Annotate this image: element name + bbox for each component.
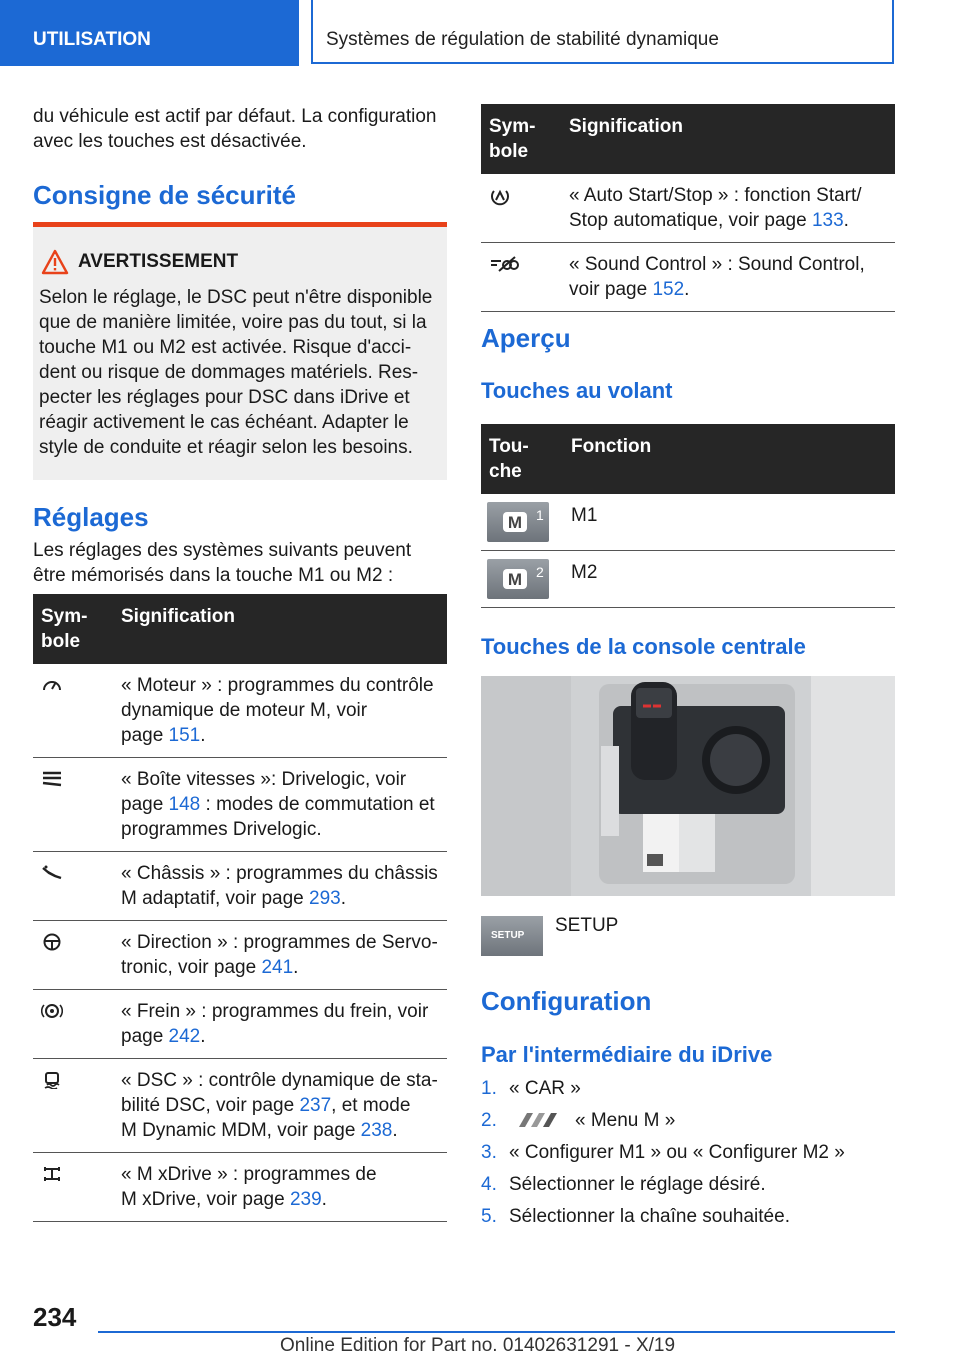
meaning-cell (113, 1153, 447, 1222)
meaning-cell (113, 852, 447, 921)
meaning-col-header: Signification (561, 104, 895, 174)
safety-heading: Consigne de sécurité (33, 180, 296, 210)
meaning-line: « Moteur » : programmes du contrôle (121, 675, 434, 696)
steering-wheel-icon (41, 933, 63, 951)
meaning-cell (561, 243, 895, 312)
meaning-line: « M xDrive » : programmes de (121, 1164, 377, 1185)
key-badge: 1 (536, 507, 544, 523)
symbol-cell (33, 1153, 113, 1222)
meaning-line: « Auto Start/Stop » : fonction Start/ (569, 185, 862, 206)
meaning-line (121, 792, 441, 817)
function-cell: M2 (563, 551, 895, 608)
meaning-text: page (121, 725, 169, 746)
m2-button-image (487, 559, 549, 599)
meaning-text: . (200, 725, 206, 746)
page-link[interactable]: 293 (309, 888, 341, 909)
wheel-keys-table (481, 424, 895, 608)
meaning-line (121, 1187, 441, 1212)
table-row (33, 1153, 447, 1222)
meaning-text: voir page (569, 279, 653, 300)
m1-key-icon (487, 502, 549, 542)
meaning-text: : modes de commutation et (200, 794, 435, 815)
center-console-illustration (481, 676, 895, 896)
symbol-cell (33, 852, 113, 921)
meaning-text: . (293, 957, 299, 978)
meaning-text: . (392, 1120, 398, 1141)
meaning-text: page (121, 794, 169, 815)
page-link[interactable]: 152 (652, 279, 685, 300)
header-text: Sym- (489, 116, 536, 137)
page-link[interactable]: 239 (289, 1189, 322, 1210)
table-row (481, 551, 895, 608)
chassis-icon (41, 864, 63, 882)
setup-label: SETUP (555, 915, 619, 936)
meaning-line: « Châssis » : programmes du châssis (121, 863, 438, 884)
warning-line: touche M1 ou M2 est activée. Risque d'acci- (39, 337, 412, 358)
meaning-line: « Sound Control » : Sound Control, (569, 254, 865, 275)
meaning-line (121, 1093, 441, 1118)
setup-button-text: SETUP (491, 930, 525, 941)
list-item (481, 1206, 845, 1238)
meaning-cell (113, 990, 447, 1059)
meaning-col-header: Signification (113, 594, 447, 664)
page-link[interactable]: 237 (299, 1095, 332, 1116)
step-text: Sélectionner la chaîne souhaitée. (509, 1206, 790, 1227)
idrive-heading: Par l'intermédiaire du iDrive (481, 1042, 773, 1067)
console-keys-heading: Touches de la console centrale (481, 634, 806, 659)
gearbox-icon (41, 770, 63, 788)
engine-icon (41, 676, 63, 694)
function-col-header: Fonction (563, 424, 895, 494)
meaning-line (121, 886, 441, 911)
warning-title: AVERTISSEMENT (78, 251, 239, 272)
meaning-text: . (843, 210, 849, 231)
header-section: UTILISATION (33, 29, 151, 50)
key-cell (481, 494, 563, 551)
step-text: « Menu M » (575, 1110, 676, 1131)
header-title: Systèmes de régulation de stabilité dynamique (326, 29, 719, 50)
warning-line: Selon le réglage, le DSC peut n'être disponible (39, 287, 433, 308)
key-cell (481, 551, 563, 608)
overview-heading: Aperçu (481, 323, 571, 353)
header-text: Tou- (489, 436, 529, 457)
meaning-line (121, 723, 441, 748)
center-console-photo (481, 676, 895, 896)
meaning-text: M xDrive, voir page (121, 1189, 290, 1210)
step-number: 1. (481, 1078, 497, 1099)
settings-line: Les réglages des systèmes suivants peuvent (33, 540, 412, 561)
meaning-text: M adaptatif, voir page (121, 888, 309, 909)
header-text: Sym- (41, 606, 88, 627)
meaning-line (121, 1024, 441, 1049)
warning-line: style de conduite et réagir selon les besoins. (39, 437, 413, 458)
meaning-line: « Boîte vitesses »: Drivelogic, voir (121, 769, 407, 790)
m1-button-image (487, 502, 549, 542)
meaning-line: « Frein » : programmes du frein, voir (121, 1001, 429, 1022)
meaning-text: tronic, voir page (121, 957, 262, 978)
meaning-text: Stop automatique, voir page (569, 210, 812, 231)
symbol-cell (33, 1059, 113, 1153)
table-header-row (33, 594, 447, 664)
step-text: « CAR » (509, 1078, 581, 1099)
table-row (33, 921, 447, 990)
list-item (481, 1078, 845, 1110)
table-row (481, 494, 895, 551)
xdrive-icon (41, 1165, 63, 1183)
warning-triangle-icon (41, 249, 69, 275)
warning-line: dent ou risque de dommages matériels. Res- (39, 362, 419, 383)
meaning-text: bilité DSC, voir page (121, 1095, 300, 1116)
dsc-icon (41, 1071, 63, 1089)
symbol-cell (33, 758, 113, 852)
sound-control-icon (489, 255, 519, 273)
warning-line: réagir activement le cas échéant. Adapter le (39, 412, 409, 433)
table-header-row (481, 424, 895, 494)
intro-text (33, 104, 436, 154)
settings-table (33, 594, 447, 1222)
symbol-cell (33, 921, 113, 990)
step-text: Sélectionner le réglage désiré. (509, 1174, 766, 1195)
meaning-cell (113, 758, 447, 852)
page-link[interactable]: 151 (168, 725, 201, 746)
page-number: 234 (33, 1302, 77, 1332)
table-row (481, 243, 895, 312)
meaning-line: « DSC » : contrôle dynamique de sta- (121, 1070, 438, 1091)
table-row (33, 1059, 447, 1153)
settings-line: être mémorisés dans la touche M1 ou M2 : (33, 565, 394, 586)
meaning-line (569, 208, 889, 233)
configuration-heading: Configuration (481, 986, 652, 1016)
header-text: che (489, 461, 522, 482)
list-item (481, 1142, 845, 1174)
table-row (33, 758, 447, 852)
auto-start-stop-icon (489, 186, 511, 206)
config-steps (481, 1078, 845, 1238)
meaning-line (121, 1118, 441, 1143)
warning-line: pecter les réglages pour DSC dans iDrive et (39, 387, 410, 408)
warning-line: que de manière limitée, voire pas du tout, si la (39, 312, 427, 333)
list-item (481, 1174, 845, 1206)
meaning-line: dynamique de moteur M, voir (121, 700, 368, 721)
header-title-box (311, 0, 894, 64)
meaning-text: . (684, 279, 690, 300)
step-number: 2. (481, 1110, 497, 1131)
settings-text (33, 538, 411, 588)
wheel-keys-heading: Touches au volant (481, 378, 673, 403)
meaning-line (569, 277, 889, 302)
symbol-cell (481, 243, 561, 312)
m2-key-icon (487, 559, 549, 599)
footer-edition: Online Edition for Part no. 01402631291 - X/19 (280, 1335, 676, 1356)
brake-icon (41, 1002, 63, 1020)
page-link[interactable]: 242 (168, 1026, 201, 1047)
m-menu-icon (515, 1111, 567, 1129)
table-row (481, 174, 895, 243)
step-text: « Configurer M1 » ou « Configurer M2 » (509, 1142, 845, 1163)
meaning-text: , et mode (331, 1095, 411, 1116)
meaning-text: page (121, 1026, 169, 1047)
table-row (33, 852, 447, 921)
page-link[interactable]: 133 (811, 210, 844, 231)
warning-text (39, 285, 443, 460)
meaning-line: « Direction » : programmes de Servo- (121, 932, 438, 953)
symbols-table-right (481, 104, 895, 312)
symbol-col-header (481, 104, 561, 174)
svg-text:M: M (507, 513, 523, 532)
meaning-line (121, 955, 441, 980)
symbol-cell (481, 174, 561, 243)
step-number: 5. (481, 1206, 497, 1227)
meaning-text: . (200, 1026, 206, 1047)
warning-box (33, 222, 447, 480)
setup-button-image (481, 916, 543, 956)
symbol-cell (33, 990, 113, 1059)
settings-heading: Réglages (33, 502, 149, 532)
function-cell: M1 (563, 494, 895, 551)
intro-line: avec les touches est désactivée. (33, 131, 307, 152)
list-item (481, 1110, 845, 1142)
header-text: bole (489, 141, 529, 162)
meaning-cell (113, 664, 447, 758)
meaning-cell (113, 1059, 447, 1153)
page-link[interactable]: 148 (168, 794, 201, 815)
svg-text:M: M (507, 570, 523, 589)
header-text: bole (41, 631, 81, 652)
meaning-text: . (340, 888, 346, 909)
page-link[interactable]: 241 (261, 957, 294, 978)
meaning-cell (113, 921, 447, 990)
footer-divider (98, 1331, 895, 1333)
table-row (33, 990, 447, 1059)
step-number: 3. (481, 1142, 497, 1163)
step-number: 4. (481, 1174, 497, 1195)
header-section-tab (0, 0, 299, 66)
meaning-cell (561, 174, 895, 243)
symbol-cell (33, 664, 113, 758)
table-row (33, 664, 447, 758)
key-col-header (481, 424, 563, 494)
table-header-row (481, 104, 895, 174)
symbol-col-header (33, 594, 113, 664)
meaning-text: . (321, 1189, 327, 1210)
key-badge: 2 (536, 564, 544, 580)
intro-line: du véhicule est actif par défaut. La configuration (33, 106, 437, 127)
meaning-text: M Dynamic MDM, voir page (121, 1120, 361, 1141)
meaning-line: programmes Drivelogic. (121, 819, 322, 840)
page-link[interactable]: 238 (360, 1120, 393, 1141)
